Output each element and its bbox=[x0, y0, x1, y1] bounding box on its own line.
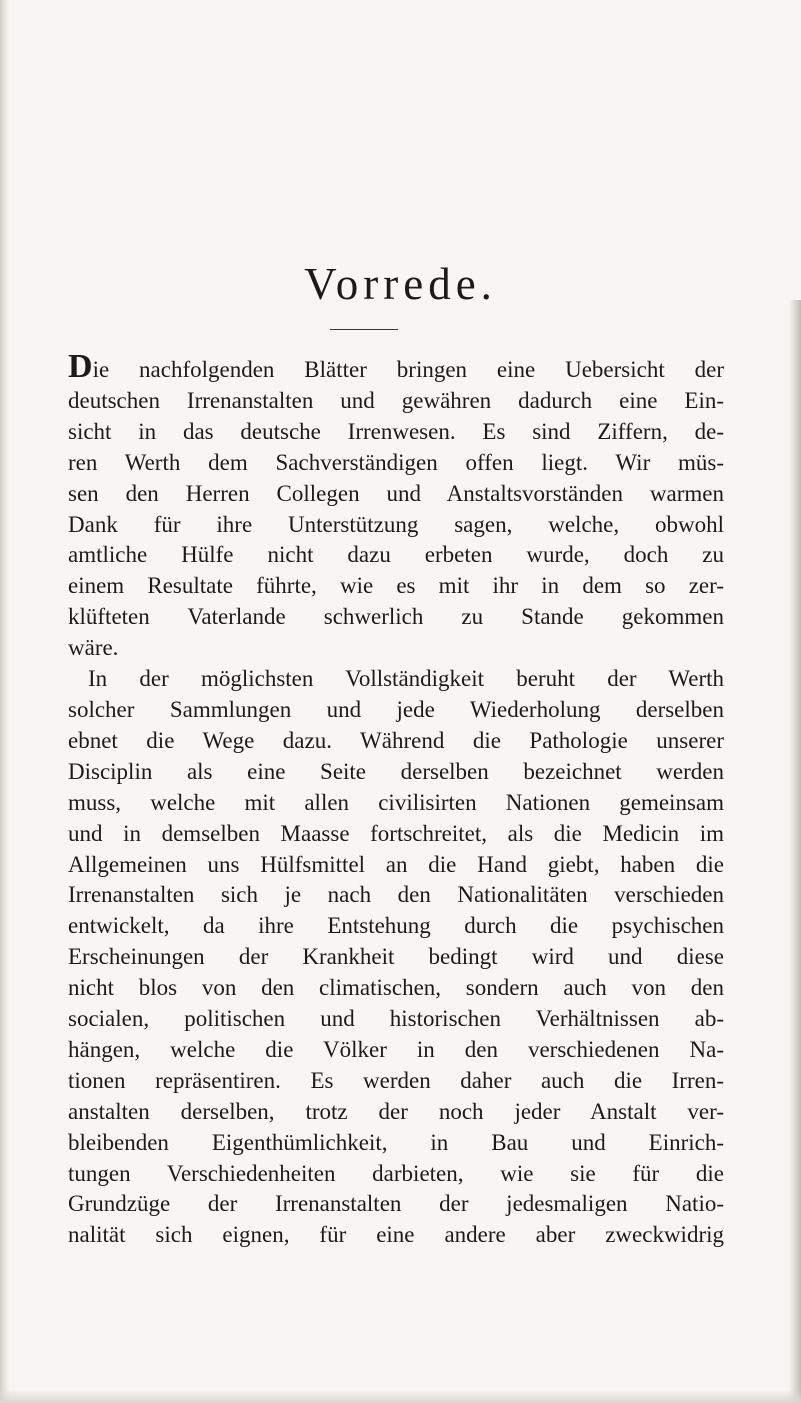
text-line: Irrenanstalten sich je nach den Nationalitäten verschieden bbox=[68, 882, 724, 908]
body-text bbox=[68, 350, 724, 1251]
text-line: bleibenden Eigenthümlichkeit, in Bau und Einrich- bbox=[68, 1129, 724, 1155]
text-line: sicht in das deutsche Irrenwesen. Es sind Ziffern, de- bbox=[68, 418, 724, 444]
title-rule bbox=[330, 329, 398, 330]
text-line: Allgemeinen uns Hülfsmittel an die Hand giebt, haben die bbox=[68, 851, 724, 877]
paragraph-1 bbox=[68, 350, 724, 664]
text-line: ebnet die Wege dazu. Während die Pathologie unserer bbox=[68, 727, 724, 753]
text-line: einem Resultate führte, wie es mit ihr in dem so zer- bbox=[68, 573, 724, 599]
text-line: Erscheinungen der Krankheit bedingt wird und diese bbox=[68, 944, 724, 970]
text-line: muss, welche mit allen civilisirten Nationen gemeinsam bbox=[68, 789, 724, 815]
text-line: hängen, welche die Völker in den verschiedenen Na- bbox=[68, 1036, 724, 1062]
text-line: sen den Herren Collegen und Anstaltsvorständen warmen bbox=[68, 480, 724, 506]
text-line: Disciplin als eine Seite derselben bezeichnet werden bbox=[68, 758, 724, 784]
text-line: Dank für ihre Unterstützung sagen, welche, obwohl bbox=[68, 511, 724, 537]
text-line: wäre. bbox=[68, 635, 119, 661]
text-line-content: ie nachfolgenden Blätter bringen eine Uebersicht der bbox=[92, 357, 724, 382]
drop-cap: D bbox=[68, 348, 93, 385]
text-line: solcher Sammlungen und jede Wiederholung derselben bbox=[68, 696, 724, 722]
text-line: nicht blos von den climatischen, sondern auch von den bbox=[68, 975, 724, 1001]
text-line: amtliche Hülfe nicht dazu erbeten wurde, doch zu bbox=[68, 542, 724, 568]
scan-edge-bottom bbox=[0, 1389, 801, 1403]
text-line: tionen repräsentiren. Es werden daher auch die Irren- bbox=[68, 1067, 724, 1093]
paragraph-2 bbox=[68, 664, 724, 1251]
text-line: entwickelt, da ihre Entstehung durch die psychischen bbox=[68, 913, 724, 939]
text-line: nalität sich eignen, für eine andere aber zweckwidrig bbox=[68, 1222, 724, 1248]
text-line bbox=[68, 350, 724, 386]
text-line: In der möglichsten Vollständigkeit beruht der Werth bbox=[88, 666, 724, 692]
scan-edge-right bbox=[789, 300, 801, 1403]
text-line: klüfteten Vaterlande schwerlich zu Stande gekommen bbox=[68, 604, 724, 630]
page-title: Vorrede. bbox=[304, 259, 497, 309]
scan-edge-left bbox=[0, 0, 10, 1403]
text-line: Grundzüge der Irrenanstalten der jedesmaligen Natio- bbox=[68, 1191, 724, 1217]
text-line: tungen Verschiedenheiten darbieten, wie sie für die bbox=[68, 1160, 724, 1186]
text-line: und in demselben Maasse fortschreitet, als die Medicin im bbox=[68, 820, 724, 846]
text-line: anstalten derselben, trotz der noch jeder Anstalt ver- bbox=[68, 1098, 724, 1124]
text-line: ren Werth dem Sachverständigen offen liegt. Wir müs- bbox=[68, 449, 724, 475]
text-line: deutschen Irrenanstalten und gewähren dadurch eine Ein- bbox=[68, 387, 724, 413]
text-line: socialen, politischen und historischen Verhältnissen ab- bbox=[68, 1006, 724, 1032]
